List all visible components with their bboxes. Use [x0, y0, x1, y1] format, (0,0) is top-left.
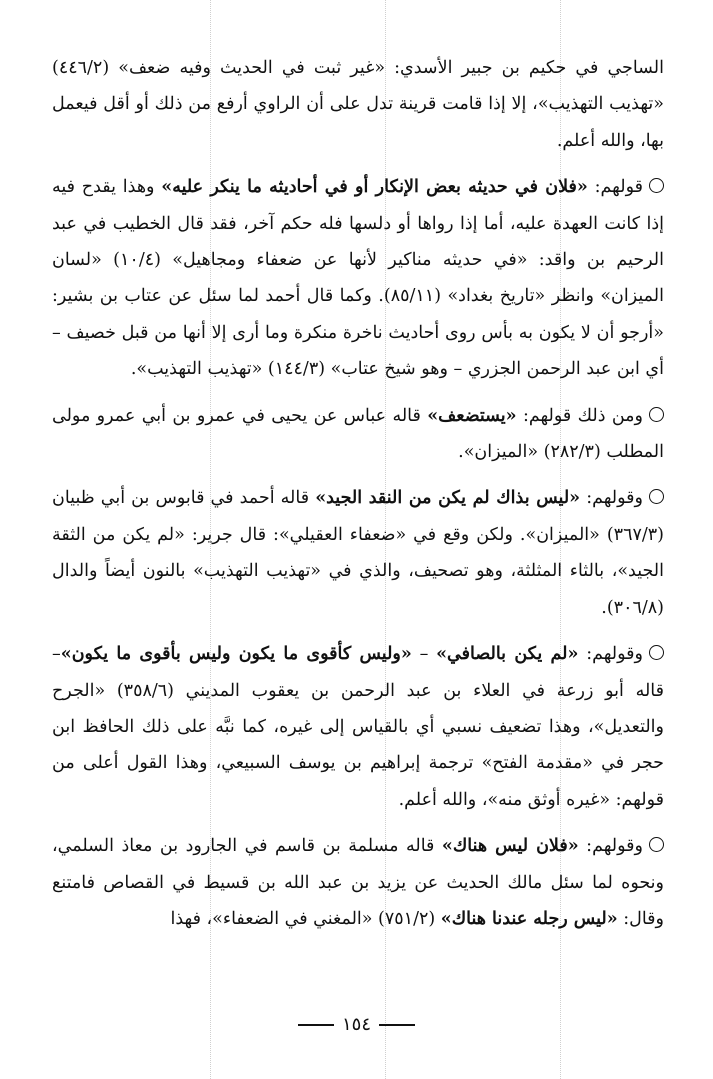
paragraph: [52, 480, 664, 626]
paragraph-text: قولهم:: [587, 177, 643, 198]
page-footer: [0, 1014, 713, 1035]
paragraph-text: وقولهم:: [580, 488, 643, 509]
footer-dash: [298, 1024, 334, 1026]
paragraph-text: –: [411, 644, 437, 665]
paragraph: [52, 398, 664, 471]
paragraph-text: قاله أحمد في قابوس بن أبي ظبيان (٣٦٧/٣) «الميزان». ولكن وقع في «ضعفاء العقيلي»: قال جرير: «لم يكن من الثقة الجيد»، بالثاء المثلثة، وهو تصحيف، والذي في «تهذيب التهذيب» بالنون أيضاً والدال (٣٠٦/٨).: [52, 488, 664, 618]
paragraph-text: قاله عباس عن يحيى في عمرو بن أبي عمرو مولى المطلب (٢٨٢/٣) «الميزان».: [52, 405, 664, 463]
paragraph-text: – قاله أبو زرعة في العلاء بن عبد الرحمن بن يعقوب المديني (٣٥٨/٦) «الجرح والتعديل»، وهذا تضعيف نسبي أي بالقياس إلى غيره، كما نبَّه على ذلك الحافظ ابن حجر في «مقدمة الفتح» ترجمة إبراهيم بن يوسف السبيعي، وهذا القول أعلى من قولهم: «غيره أوثق منه»، والله أعلم.: [52, 644, 664, 810]
term-quote: «لم يكن بالصافي»: [436, 644, 579, 665]
circle-bullet-icon: [649, 178, 664, 193]
paragraph-text: وقولهم:: [578, 644, 643, 665]
circle-bullet-icon: [649, 837, 664, 852]
paragraph-text: قاله مسلمة بن قاسم في الجارود بن معاذ السلمي، ونحوه لما سئل مالك الحديث عن يزيد بن عبد الله بن قسيط في القصاص فامتنع وقال:: [52, 836, 664, 929]
page-body: [52, 50, 664, 937]
page-number: ١٥٤: [341, 1014, 371, 1035]
paragraph: [52, 169, 664, 387]
paragraph: [52, 636, 664, 818]
paragraph-text: الساجي في حكيم بن جبير الأسدي: «غير ثبت في الحديث وفيه ضعف» (٤٤٦/٢) «تهذيب التهذيب»، إلا إذا قامت قرينة تدل على أن الراوي أرفع من ذلك أو أقل فيعمل بها، والله أعلم.: [52, 58, 664, 151]
term-quote: «فلان ليس هناك»: [441, 836, 579, 857]
paragraph-text: وقولهم:: [578, 836, 643, 857]
term-quote: «فلان في حديثه بعض الإنكار أو في أحاديثه ما ينكر عليه»: [161, 177, 588, 198]
circle-bullet-icon: [649, 645, 664, 660]
term-quote: «ليس رجله عندنا هناك»: [440, 908, 618, 929]
paragraph-text: (٧٥١/٢) «المغني في الضعفاء»، فهذا: [170, 908, 441, 929]
paragraph-text: ومن ذلك قولهم:: [516, 405, 643, 426]
circle-bullet-icon: [649, 489, 664, 504]
term-quote: «وليس كأقوى ما يكون وليس بأقوى ما يكون»: [60, 644, 412, 665]
term-quote: «ليس بذاك لم يكن من النقد الجيد»: [315, 488, 581, 509]
term-quote: «يستضعف»: [427, 405, 517, 426]
paragraph: [52, 828, 664, 937]
paragraph: [52, 50, 664, 159]
footer-dash: [379, 1024, 415, 1026]
paragraph-text: وهذا يقدح فيه إذا كانت العهدة عليه، أما إذا رواها أو دلسها فله حكم آخر، فقد قال الخطيب في عبد الرحيم بن واقد: «في حديثه مناكير لأنها عن ضعفاء ومجاهيل» (١٠/٤) «لسان الميزان» وانظر «تاريخ بغداد» (٨٥/١١). وكما قال أحمد لما سئل عن عتاب بن بشير: «أرجو أن لا يكون به بأس روى أحاديث ناخرة منكرة وما أرى إلا أنها من قبل خصيف – أي ابن عبد الرحمن الجزري – وهو شيخ عتاب» (١٤٤/٣) «تهذيب التهذيب».: [52, 177, 664, 380]
circle-bullet-icon: [649, 407, 664, 422]
